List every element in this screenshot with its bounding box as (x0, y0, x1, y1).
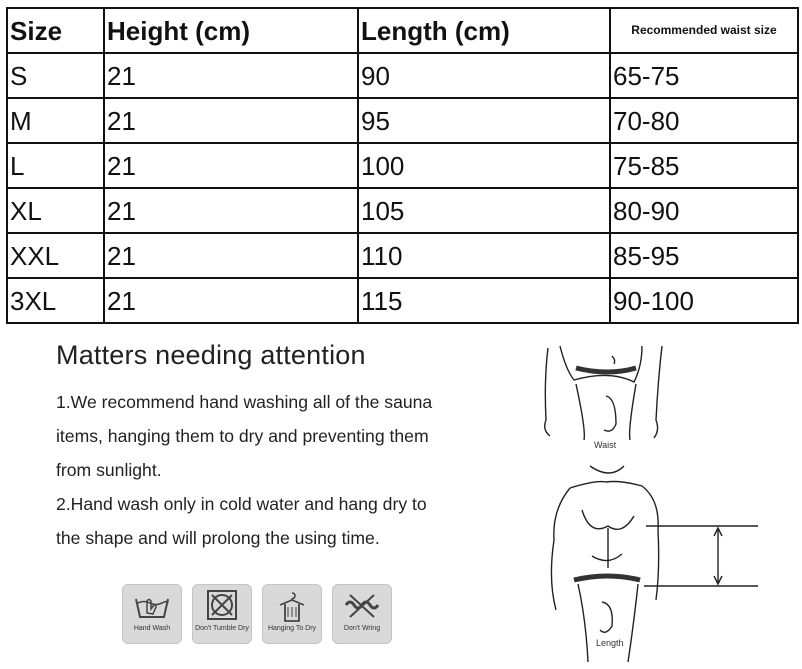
waist-caption: Waist (594, 440, 617, 450)
table-cell: 21 (104, 143, 358, 188)
care-text-line: the shape and will prolong the using time. (56, 528, 380, 548)
header-size: Size (7, 8, 104, 53)
table-row (7, 143, 798, 188)
care-icon-label: Hand Wash (133, 625, 171, 632)
table-cell: 115 (358, 278, 610, 323)
table-cell: 65-75 (610, 53, 798, 98)
table-header-row (7, 8, 798, 53)
table-row (7, 278, 798, 323)
table-cell: 21 (104, 98, 358, 143)
table-cell: 110 (358, 233, 610, 278)
care-icon-card (262, 584, 322, 644)
table-cell: 90-100 (610, 278, 798, 323)
hand-wash-icon (132, 589, 172, 623)
care-text-line: 2.Hand wash only in cold water and hang dry to (56, 494, 427, 514)
care-icon-label: Don't Wring (343, 625, 381, 632)
table-cell: 95 (358, 98, 610, 143)
care-text-line: from sunlight. (56, 460, 162, 480)
table-cell: 21 (104, 278, 358, 323)
table-cell: 21 (104, 188, 358, 233)
care-icon-card (122, 584, 182, 644)
care-title: Matters needing attention (56, 340, 366, 370)
table-cell: 21 (104, 233, 358, 278)
table-cell: 80-90 (610, 188, 798, 233)
table-cell: XXL (7, 233, 104, 278)
care-instructions (56, 340, 526, 555)
table-row (7, 233, 798, 278)
table-cell: L (7, 143, 104, 188)
table-cell: 75-85 (610, 143, 798, 188)
length-caption: Length (596, 638, 624, 648)
table-cell: 100 (358, 143, 610, 188)
hang-dry-icon (272, 589, 312, 623)
table-cell: 105 (358, 188, 610, 233)
care-icon-label: Hanging To Dry (267, 625, 317, 632)
care-icon-card (332, 584, 392, 644)
size-chart-table (6, 7, 799, 324)
table-row (7, 53, 798, 98)
care-text-line: 1.We recommend hand washing all of the sauna (56, 392, 433, 412)
care-text-line: items, hanging them to dry and preventing them (56, 426, 429, 446)
table-cell: M (7, 98, 104, 143)
no-tumble-dry-icon (202, 589, 242, 623)
waist-diagram-illustration (530, 340, 802, 664)
care-icon-label: Don't Tumble Dry (195, 625, 249, 632)
care-icon-card (192, 584, 252, 644)
table-cell: S (7, 53, 104, 98)
table-cell: 85-95 (610, 233, 798, 278)
table-cell: XL (7, 188, 104, 233)
table-cell: 70-80 (610, 98, 798, 143)
table-cell: 3XL (7, 278, 104, 323)
measurement-figure (530, 340, 802, 664)
table-row (7, 98, 798, 143)
header-waist: Recommended waist size (610, 8, 798, 53)
table-cell: 21 (104, 53, 358, 98)
header-height: Height (cm) (104, 8, 358, 53)
care-icons (122, 584, 392, 644)
header-length: Length (cm) (358, 8, 610, 53)
table-cell: 90 (358, 53, 610, 98)
no-wring-icon (342, 589, 382, 623)
table-row (7, 188, 798, 233)
